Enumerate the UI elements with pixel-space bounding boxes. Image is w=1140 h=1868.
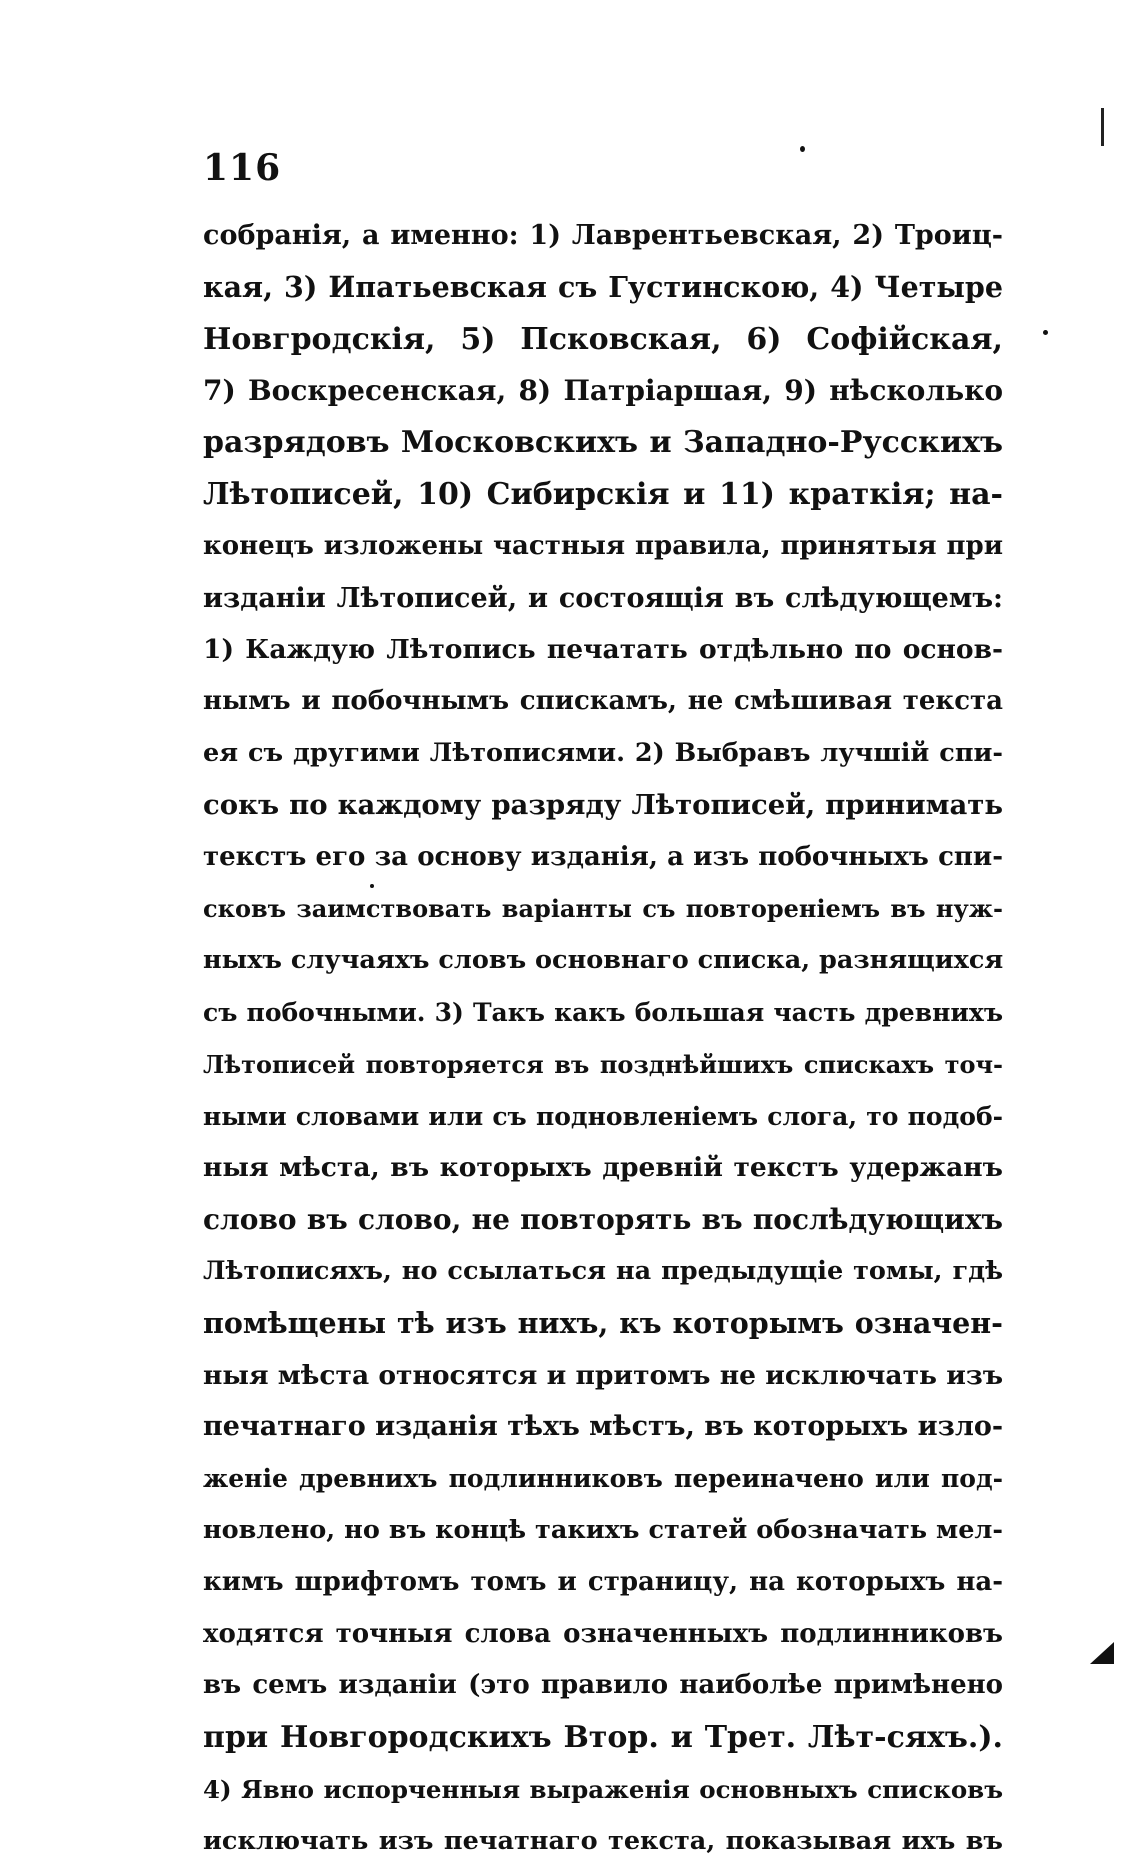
text-line: собранія, а именно: 1) Лаврентьевская, 2) Троиц- [203, 220, 1003, 251]
text-line: 4) Явно испорченныя выраженія основныхъ списковъ [203, 1774, 1003, 1804]
text-line: 7) Воскресенская, 8) Патріаршая, 9) нѣсколько [203, 374, 1003, 408]
text-line: женіе древнихъ подлинниковъ переиначено или под- [203, 1464, 1003, 1494]
body-text [203, 210, 1003, 1868]
text-line: въ семъ изданіи (это правило наиболѣе примѣнено [203, 1670, 1003, 1701]
text-line: ходятся точныя слова означенныхъ подлинниковъ [203, 1618, 1003, 1649]
text-line: Лѣтописей повторяется въ позднѣйшихъ спискахъ точ- [203, 1049, 1003, 1079]
text-line: ныя мѣста, въ которыхъ древній текстъ удержанъ [203, 1152, 1003, 1184]
text-line: ныхъ случаяхъ словъ основнаго списка, разнящихся [203, 945, 1004, 976]
text-line: новлено, но въ концѣ такихъ статей обозначать мел- [203, 1514, 1003, 1545]
text-line: ными словами или съ подновленіемъ слога, то подоб- [203, 1101, 1003, 1131]
text-line: при Новгородскихъ Втор. и Трет. Лѣт-сяхъ.). [203, 1720, 1003, 1756]
text-line: помѣщены тѣ изъ нихъ, къ которымъ означен- [203, 1305, 1003, 1340]
text-line: съ побочными. 3) Такъ какъ большая часть древнихъ [203, 997, 1003, 1027]
text-line: кая, 3) Ипатьевская съ Густинскою, 4) Четыре [203, 269, 1003, 304]
text-line: Лѣтописей, 10) Сибирскія и 11) краткія; на- [203, 476, 1003, 512]
text-line: нымъ и побочнымъ спискамъ, не смѣшивая текста [203, 686, 1003, 717]
text-line: слово въ слово, не повторять въ послѣдующихъ [203, 1203, 1003, 1237]
text-line: исключать изъ печатнаго текста, показывая ихъ въ [203, 1825, 1003, 1856]
page-number: 116 [203, 147, 282, 189]
text-line: Лѣтописяхъ, но ссылаться на предыдущіе томы, гдѣ [203, 1255, 1003, 1286]
text-line: конецъ изложены частныя правила, принятыя при [203, 530, 1003, 561]
text-line: 1) Каждую Лѣтопись печатать отдѣльно по основ- [203, 634, 1003, 666]
text-line: сковъ заимствовать варіанты съ повтореніемъ въ нуж- [203, 894, 1003, 924]
text-line: изданіи Лѣтописей, и состоящія въ слѣдующемъ: [203, 582, 1003, 614]
text-line: ныя мѣста относятся и притомъ не исключать изъ [203, 1359, 1004, 1391]
ink-speck [1043, 330, 1048, 335]
text-line: разрядовъ Московскихъ и Западно-Русскихъ [203, 425, 1003, 461]
margin-mark [1101, 108, 1104, 146]
ink-speck [800, 146, 805, 152]
text-line: сокъ по каждому разряду Лѣтописей, принимать [203, 788, 1003, 821]
text-line: Новгродскія, 5) Псковская, 6) Софійская, [203, 321, 1003, 357]
text-line: кимъ шрифтомъ томъ и страницу, на которыхъ на- [203, 1566, 1003, 1597]
text-line: печатнаго изданія тѣхъ мѣстъ, въ которыхъ изло- [203, 1411, 1004, 1443]
text-line: ея съ другими Лѣтописями. 2) Выбравъ лучшій спи- [203, 737, 1003, 768]
text-line: текстъ его за основу изданія, а изъ побочныхъ спи- [203, 841, 1003, 872]
page-corner-mark [1090, 1642, 1114, 1664]
